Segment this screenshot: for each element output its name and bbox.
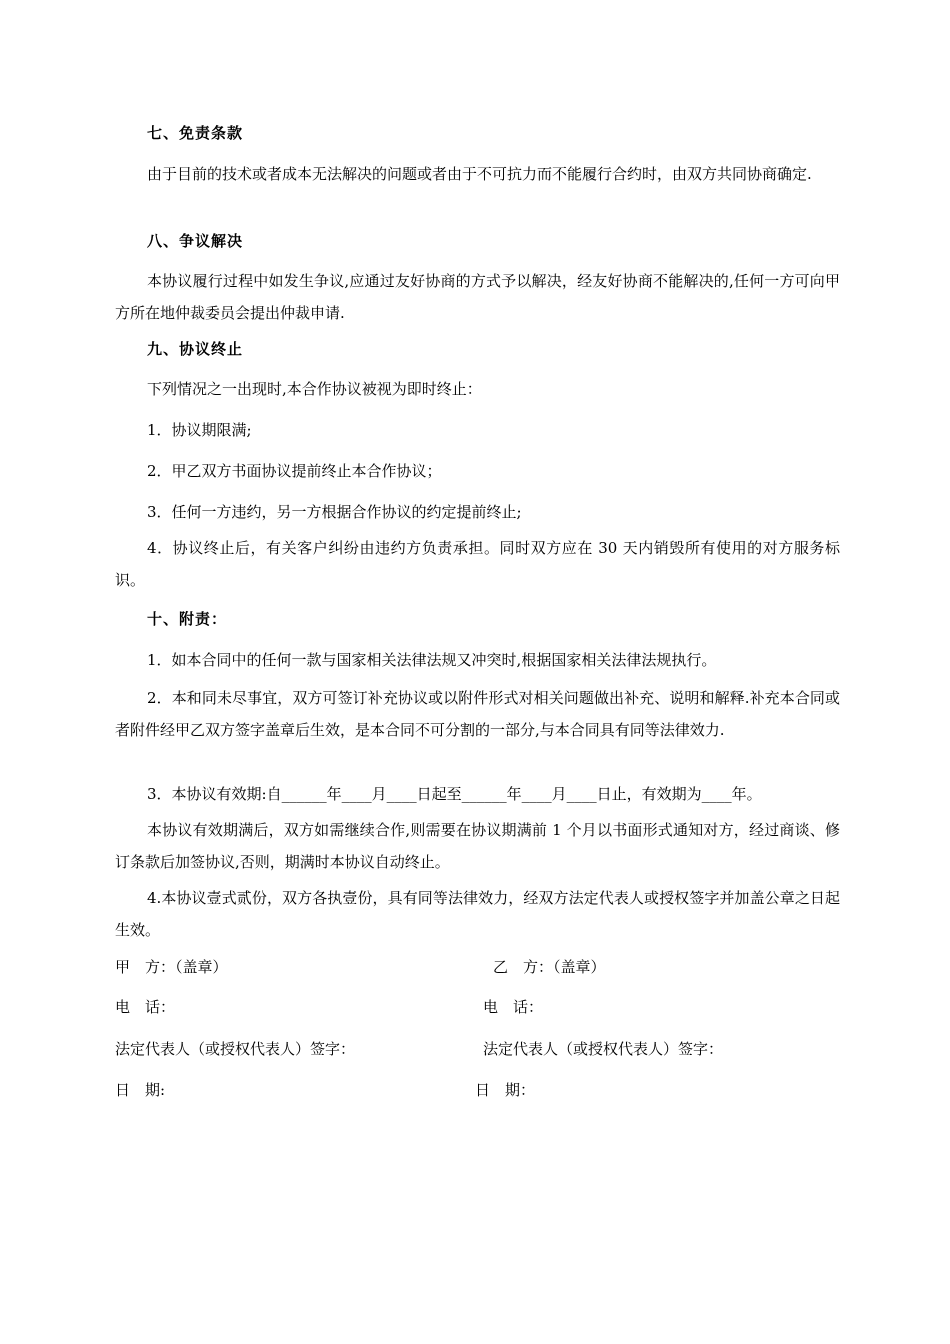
party-a-label: 甲 方：（盖章） (115, 958, 228, 976)
section-10-item-2: 2．本和同未尽事宜，双方可签订补充协议或以附件形式对相关问题做出补充、说明和解释.补充本合同或者附件经甲乙双方签字盖章后生效，是本合同不可分割的一部分,与本合同具有同等法律效力. (115, 689, 840, 739)
section-8-text: 本协议履行过程中如发生争议,应通过友好协商的方式予以解决，经友好协商不能解决的,任何一方可向甲方所在地仲裁委员会提出仲裁申请. (115, 272, 840, 322)
party-b-phone: 电 话： (483, 998, 544, 1016)
section-9-intro: 下列情况之一出现时,本合作协议被视为即时终止： (147, 380, 482, 398)
party-b-rep-signature: 法定代表人（或授权代表人）签字： (483, 1040, 724, 1058)
section-9-item-1: 1．协议期限满; (147, 421, 252, 439)
section-10-item-3: 3．本协议有效期:自______年____月____日起至______年____月____日止，有效期为____年。 (147, 785, 762, 803)
section-8-heading: 八、争议解决 (147, 232, 244, 250)
section-9-heading: 九、协议终止 (147, 340, 244, 358)
party-a-phone: 电 话： (115, 998, 176, 1016)
section-9-item-3: 3．任何一方违约，另一方根据合作协议的约定提前终止; (147, 503, 522, 521)
section-7-heading: 七、免责条款 (147, 124, 244, 142)
section-10-renewal: 本协议有效期满后，双方如需继续合作,则需要在协议期满前 1 个月以书面形式通知对方，经过商谈、修订条款后加签协议,否则，期满时本协议自动终止。 (115, 821, 840, 871)
section-10-item-1: 1．如本合同中的任何一款与国家相关法律法规又冲突时,根据国家相关法律法规执行。 (147, 651, 717, 669)
section-9-item-2: 2．甲乙双方书面协议提前终止本合作协议； (147, 462, 442, 480)
party-a-date: 日 期: (115, 1081, 166, 1099)
section-10-heading: 十、附责： (147, 610, 228, 628)
party-a-rep-signature: 法定代表人（或授权代表人）签字： (115, 1040, 356, 1058)
section-7-text: 由于目前的技术或者成本无法解决的问题或者由于不可抗力而不能履行合约时，由双方共同协商确定. (147, 165, 812, 183)
section-9-item-4: 4．协议终止后，有关客户纠纷由违约方负责承担。同时双方应在 30 天内销毁所有使用的对方服务标识。 (115, 539, 840, 589)
party-b-date: 日 期： (475, 1081, 536, 1099)
party-b-label: 乙 方：（盖章） (493, 958, 606, 976)
section-10-item-4: 4.本协议壹式贰份，双方各执壹份，具有同等法律效力，经双方法定代表人或授权签字并加盖公章之日起生效。 (115, 889, 840, 939)
